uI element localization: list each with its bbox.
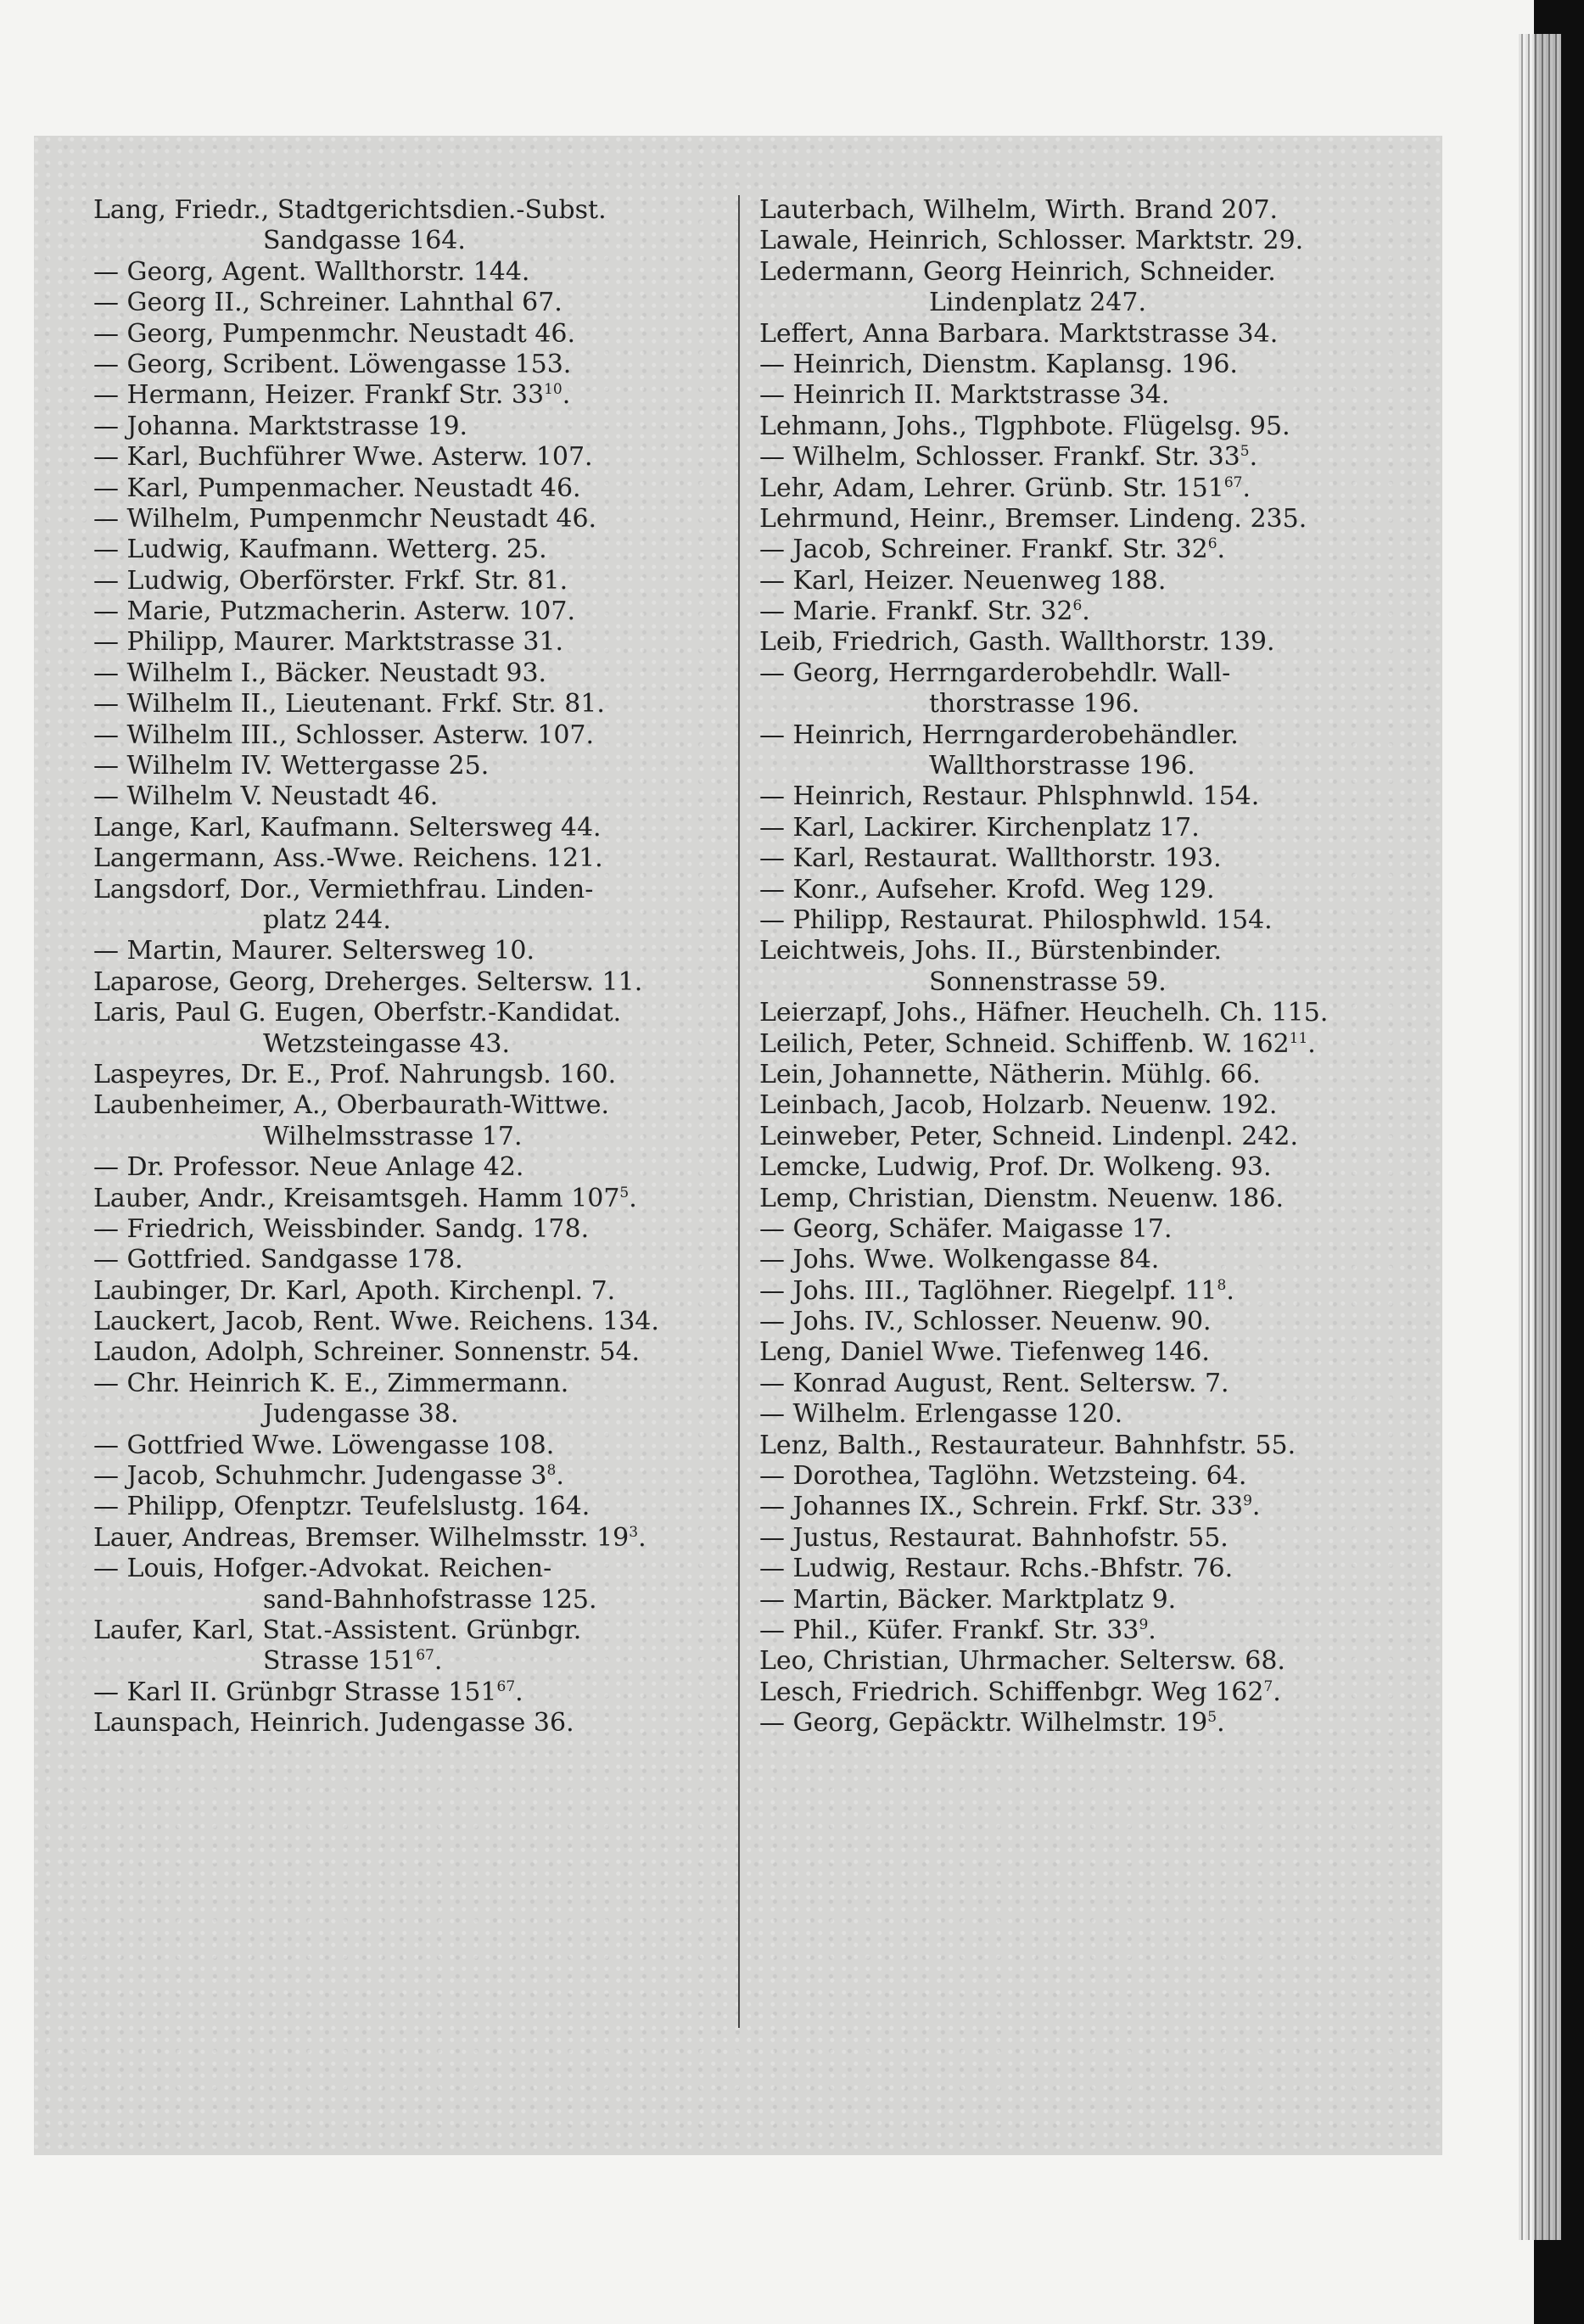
directory-entry-line bbox=[93, 226, 738, 256]
entry-text: — Phil., Küfer. Frankf. Str. 33 bbox=[759, 1615, 1139, 1645]
entry-text: Lauer, Andreas, Bremser. Wilhelmsstr. 19 bbox=[93, 1522, 630, 1553]
entry-text: — Heinrich, Herrngarderobehändler. bbox=[759, 720, 1239, 750]
entry-text: — Georg, Pumpenmchr. Neustadt 46. bbox=[93, 318, 576, 349]
entry-text: Lehmann, Johs., Tlgphbote. Flügelsg. 95. bbox=[759, 411, 1290, 441]
directory-entry-line bbox=[93, 1307, 738, 1337]
entry-text: — Wilhelm, Schlosser. Frankf. Str. 33 bbox=[759, 442, 1240, 473]
directory-entry-line bbox=[759, 1214, 1404, 1245]
entry-text: Lemcke, Ludwig, Prof. Dr. Wolkeng. 93. bbox=[759, 1152, 1272, 1183]
directory-entry-line bbox=[93, 1369, 738, 1399]
directory-entry-line bbox=[93, 689, 738, 720]
directory-entry-line bbox=[93, 1245, 738, 1275]
directory-entry-line bbox=[759, 350, 1404, 380]
entry-suffix: . bbox=[1242, 473, 1251, 503]
entry-suffix: . bbox=[1082, 596, 1090, 627]
directory-entry-line bbox=[93, 751, 738, 781]
entry-text: Ledermann, Georg Heinrich, Schneider. bbox=[759, 256, 1276, 287]
directory-entry-line bbox=[759, 689, 1404, 720]
directory-entry-line bbox=[759, 843, 1404, 874]
left-column bbox=[93, 195, 738, 1739]
directory-entry-line bbox=[759, 1122, 1404, 1152]
entry-text: Strasse 151 bbox=[263, 1646, 417, 1677]
entry-text: Langsdorf, Dor., Vermiethfrau. Linden- bbox=[93, 874, 594, 904]
directory-entry-line bbox=[93, 442, 738, 473]
entry-text: Leilich, Peter, Schneid. Schiffenb. W. 162 bbox=[759, 1028, 1290, 1059]
entry-text: — Johs. IV., Schlosser. Neuenw. 90. bbox=[759, 1307, 1212, 1337]
directory-entry-line bbox=[759, 319, 1404, 350]
entry-text: Laudon, Adolph, Schreiner. Sonnenstr. 54. bbox=[93, 1337, 641, 1368]
entry-text: Lange, Karl, Kaufmann. Seltersweg 44. bbox=[93, 812, 602, 843]
entry-text: — Konrad August, Rent. Seltersw. 7. bbox=[759, 1368, 1229, 1398]
entry-text: Leierzapf, Johs., Häfner. Heuchelh. Ch. 115. bbox=[759, 998, 1329, 1028]
entry-text: — Karl, Buchführer Wwe. Asterw. 107. bbox=[93, 442, 593, 473]
directory-entry-line bbox=[93, 257, 738, 288]
entry-text: Sandgasse 164. bbox=[263, 226, 466, 256]
directory-entry-line bbox=[93, 1708, 738, 1739]
directory-entry-line bbox=[759, 596, 1404, 627]
entry-suffix: . bbox=[629, 1183, 637, 1213]
directory-entry-line bbox=[93, 1492, 738, 1522]
entry-superscript: 5 bbox=[1207, 1709, 1217, 1727]
entry-text: — Johanna. Marktstrasse 19. bbox=[93, 411, 468, 441]
directory-entry-line bbox=[759, 720, 1404, 751]
directory-entry-line bbox=[759, 781, 1404, 812]
entry-superscript: 9 bbox=[1139, 1616, 1149, 1633]
directory-entry-line bbox=[93, 1090, 738, 1121]
entry-text: — Wilhelm III., Schlosser. Asterw. 107. bbox=[93, 720, 595, 750]
entry-text: Leinbach, Jacob, Holzarb. Neuenw. 192. bbox=[759, 1090, 1278, 1121]
entry-text: Langermann, Ass.-Wwe. Reichens. 121. bbox=[93, 843, 603, 874]
directory-entry-line bbox=[759, 905, 1404, 936]
directory-entry-line bbox=[759, 875, 1404, 905]
entry-text: Lauber, Andr., Kreisamtsgeh. Hamm 107 bbox=[93, 1183, 620, 1213]
print-area bbox=[34, 136, 1442, 2155]
entry-text: Lang, Friedr., Stadtgerichtsdien.-Subst. bbox=[93, 195, 607, 225]
entry-text: sand-Bahnhofstrasse 125. bbox=[263, 1584, 597, 1615]
directory-entry-line bbox=[93, 504, 738, 535]
directory-entry-line bbox=[759, 257, 1404, 288]
entry-text: — Heinrich, Restaur. Phlsphnwld. 154. bbox=[759, 781, 1260, 812]
entry-text: — Georg, Agent. Wallthorstr. 144. bbox=[93, 256, 530, 287]
directory-entry-line bbox=[93, 658, 738, 689]
entry-text: — Karl, Pumpenmacher. Neustadt 46. bbox=[93, 473, 581, 503]
entry-text: — Ludwig, Kaufmann. Wetterg. 25. bbox=[93, 535, 547, 565]
entry-superscript: 7 bbox=[1263, 1677, 1273, 1695]
directory-entry-line bbox=[93, 380, 738, 411]
entry-text: — Johs. III., Taglöhner. Riegelpf. 11 bbox=[759, 1275, 1217, 1306]
entry-superscript: 9 bbox=[1243, 1492, 1252, 1510]
entry-text: Launspach, Heinrich. Judengasse 36. bbox=[93, 1708, 574, 1739]
directory-entry-line bbox=[759, 1616, 1404, 1646]
directory-entry-line bbox=[93, 1646, 738, 1677]
entry-text: — Wilhelm. Erlengasse 120. bbox=[759, 1399, 1123, 1430]
directory-entry-line bbox=[93, 412, 738, 442]
directory-entry-line bbox=[93, 905, 738, 936]
directory-entry-line bbox=[759, 751, 1404, 781]
entry-text: Laubenheimer, A., Oberbaurath-Wittwe. bbox=[93, 1090, 610, 1121]
directory-entry-line bbox=[759, 504, 1404, 535]
entry-text: — Wilhelm V. Neustadt 46. bbox=[93, 781, 439, 812]
directory-entry-line bbox=[93, 1585, 738, 1616]
entry-text: — Johs. Wwe. Wolkengasse 84. bbox=[759, 1245, 1160, 1275]
directory-entry-line bbox=[93, 998, 738, 1028]
entry-text: — Wilhelm II., Lieutenant. Frkf. Str. 81. bbox=[93, 689, 605, 720]
entry-text: — Dorothea, Taglöhn. Wetzsteing. 64. bbox=[759, 1461, 1247, 1492]
directory-entry-line bbox=[759, 967, 1404, 998]
entry-text: Leinweber, Peter, Schneid. Lindenpl. 242. bbox=[759, 1121, 1299, 1151]
entry-suffix: . bbox=[1249, 442, 1258, 473]
directory-entry-line bbox=[759, 1369, 1404, 1399]
entry-text: — Georg, Herrngarderobehdlr. Wall- bbox=[759, 658, 1231, 688]
directory-entry-line bbox=[759, 1276, 1404, 1307]
directory-entry-line bbox=[93, 1677, 738, 1708]
directory-entry-line bbox=[759, 1585, 1404, 1616]
entry-text: — Georg II., Schreiner. Lahnthal 67. bbox=[93, 288, 563, 318]
entry-text: Lauterbach, Wilhelm, Wirth. Brand 207. bbox=[759, 195, 1279, 225]
entry-text: Lesch, Friedrich. Schiffenbgr. Weg 162 bbox=[759, 1677, 1264, 1707]
entry-text: Leichtweis, Johs. II., Bürstenbinder. bbox=[759, 936, 1223, 966]
entry-superscript: 5 bbox=[619, 1184, 630, 1201]
entry-text: Lenz, Balth., Restaurateur. Bahnhfstr. 55. bbox=[759, 1430, 1296, 1460]
right-column bbox=[759, 195, 1404, 1739]
directory-entry-line bbox=[93, 1276, 738, 1307]
entry-text: Laris, Paul G. Eugen, Oberfstr.-Kandidat. bbox=[93, 998, 622, 1028]
directory-entry-line bbox=[759, 380, 1404, 411]
entry-text: — Heinrich, Dienstm. Kaplansg. 196. bbox=[759, 349, 1238, 379]
entry-text: — Hermann, Heizer. Frankf Str. 33 bbox=[93, 380, 545, 411]
entry-text: Lein, Johannette, Nätherin. Mühlg. 66. bbox=[759, 1059, 1261, 1089]
entry-superscript: 8 bbox=[1217, 1276, 1227, 1294]
directory-entry-line bbox=[759, 1245, 1404, 1275]
entry-text: Lehr, Adam, Lehrer. Grünb. Str. 151 bbox=[759, 473, 1224, 503]
directory-entry-line bbox=[93, 1152, 738, 1183]
directory-entry-line bbox=[93, 535, 738, 565]
entry-text: — Karl II. Grünbgr Strasse 151 bbox=[93, 1677, 497, 1707]
entry-text: Laubinger, Dr. Karl, Apoth. Kirchenpl. 7. bbox=[93, 1275, 616, 1306]
entry-suffix: . bbox=[1148, 1615, 1156, 1645]
entry-text: — Louis, Hofger.-Advokat. Reichen- bbox=[93, 1554, 552, 1584]
entry-text: Lehrmund, Heinr., Bremser. Lindeng. 235. bbox=[759, 503, 1307, 534]
directory-entry-line bbox=[93, 1554, 738, 1584]
entry-superscript: 6 bbox=[1207, 535, 1217, 553]
directory-entry-line bbox=[759, 1029, 1404, 1060]
entry-text: — Ludwig, Oberförster. Frkf. Str. 81. bbox=[93, 565, 568, 596]
column-divider bbox=[738, 195, 740, 2028]
entry-text: thorstrasse 196. bbox=[929, 689, 1140, 720]
directory-entry-line bbox=[759, 658, 1404, 689]
directory-entry-line bbox=[759, 1708, 1404, 1739]
entry-text: — Marie, Putzmacherin. Asterw. 107. bbox=[93, 596, 576, 627]
directory-entry-line bbox=[93, 967, 738, 998]
entry-superscript: 6 bbox=[1072, 597, 1083, 615]
directory-entry-line bbox=[93, 1029, 738, 1060]
entry-text: — Marie. Frankf. Str. 32 bbox=[759, 596, 1073, 627]
entry-text: Leo, Christian, Uhrmacher. Seltersw. 68. bbox=[759, 1646, 1285, 1677]
directory-entry-line bbox=[759, 1677, 1404, 1708]
entry-text: Leng, Daniel Wwe. Tiefenweg 146. bbox=[759, 1337, 1210, 1368]
entry-text: Leffert, Anna Barbara. Marktstrasse 34. bbox=[759, 318, 1279, 349]
entry-text: — Justus, Restaurat. Bahnhofstr. 55. bbox=[759, 1522, 1229, 1553]
entry-text: — Friedrich, Weissbinder. Sandg. 178. bbox=[93, 1213, 590, 1244]
entry-suffix: . bbox=[1217, 535, 1226, 565]
directory-entry-line bbox=[93, 1122, 738, 1152]
directory-entry-line bbox=[93, 1184, 738, 1214]
directory-entry-line bbox=[759, 566, 1404, 596]
entry-text: Laufer, Karl, Stat.-Assistent. Grünbgr. bbox=[93, 1615, 582, 1645]
entry-suffix: . bbox=[1307, 1028, 1316, 1059]
directory-entry-line bbox=[93, 1214, 738, 1245]
entry-text: — Karl, Lackirer. Kirchenplatz 17. bbox=[759, 812, 1200, 843]
entry-text: Lawale, Heinrich, Schlosser. Marktstr. 29. bbox=[759, 226, 1304, 256]
directory-entry-line bbox=[759, 195, 1404, 226]
directory-entry-line bbox=[759, 442, 1404, 473]
directory-entry-line bbox=[93, 936, 738, 966]
entry-text: — Johannes IX., Schrein. Frkf. Str. 33 bbox=[759, 1492, 1244, 1522]
entry-text: Judengasse 38. bbox=[263, 1399, 459, 1430]
directory-entry-line bbox=[759, 226, 1404, 256]
entry-text: Lemp, Christian, Dienstm. Neuenw. 186. bbox=[759, 1183, 1285, 1213]
directory-entry-line bbox=[759, 1399, 1404, 1430]
entry-text: — Gottfried Wwe. Löwengasse 108. bbox=[93, 1430, 555, 1460]
entry-text: — Heinrich II. Marktstrasse 34. bbox=[759, 380, 1170, 411]
entry-text: platz 244. bbox=[263, 904, 391, 935]
directory-entry-line bbox=[93, 1337, 738, 1368]
directory-entry-line bbox=[759, 1554, 1404, 1584]
entry-suffix: . bbox=[556, 1461, 564, 1492]
entry-text: — Martin, Maurer. Seltersweg 10. bbox=[93, 936, 535, 966]
entry-suffix: . bbox=[1251, 1492, 1261, 1522]
entry-text: — Wilhelm I., Bäcker. Neustadt 93. bbox=[93, 658, 547, 688]
directory-entry-line bbox=[93, 350, 738, 380]
entry-text: — Gottfried. Sandgasse 178. bbox=[93, 1245, 463, 1275]
entry-text: Wilhelmsstrasse 17. bbox=[263, 1121, 523, 1151]
directory-entry-line bbox=[759, 288, 1404, 318]
directory-entry-line bbox=[93, 1399, 738, 1430]
directory-entry-line bbox=[93, 1461, 738, 1492]
entry-text: Wallthorstrasse 196. bbox=[929, 751, 1195, 781]
entry-superscript: 3 bbox=[629, 1523, 639, 1541]
directory-entry-line bbox=[759, 1060, 1404, 1090]
entry-suffix: . bbox=[1217, 1708, 1225, 1739]
entry-text: — Konr., Aufseher. Krofd. Weg 129. bbox=[759, 874, 1215, 904]
directory-entry-line bbox=[759, 1492, 1404, 1522]
directory-entry-line bbox=[93, 195, 738, 226]
entry-text: Laparose, Georg, Dreherges. Seltersw. 11. bbox=[93, 966, 643, 997]
directory-entry-line bbox=[759, 1152, 1404, 1183]
directory-entry-line bbox=[759, 627, 1404, 658]
directory-entry-line bbox=[93, 720, 738, 751]
directory-entry-line bbox=[93, 1060, 738, 1090]
entry-text: — Philipp, Restaurat. Philosphwld. 154. bbox=[759, 904, 1273, 935]
entry-text: — Ludwig, Restaur. Rchs.-Bhfstr. 76. bbox=[759, 1554, 1234, 1584]
entry-superscript: 10 bbox=[544, 381, 563, 399]
directory-entry-line bbox=[759, 1523, 1404, 1554]
directory-entry-line bbox=[93, 843, 738, 874]
entry-superscript: 11 bbox=[1289, 1029, 1308, 1047]
directory-entry-line bbox=[759, 1307, 1404, 1337]
entry-suffix: . bbox=[515, 1677, 523, 1707]
entry-suffix: . bbox=[1226, 1275, 1234, 1306]
entry-superscript: 67 bbox=[416, 1647, 434, 1665]
entry-text: — Georg, Gepäcktr. Wilhelmstr. 19 bbox=[759, 1708, 1208, 1739]
directory-entry-line bbox=[759, 1461, 1404, 1492]
directory-entry-line bbox=[93, 813, 738, 843]
entry-superscript: 8 bbox=[546, 1462, 557, 1480]
directory-entry-line bbox=[759, 412, 1404, 442]
entry-superscript: 67 bbox=[496, 1677, 516, 1695]
directory-entry-line bbox=[93, 1431, 738, 1461]
entry-suffix: . bbox=[434, 1646, 443, 1677]
directory-entry-line bbox=[93, 1616, 738, 1646]
directory-entry-line bbox=[93, 627, 738, 658]
directory-entry-line bbox=[93, 875, 738, 905]
directory-entry-line bbox=[759, 998, 1404, 1028]
directory-entry-line bbox=[93, 1523, 738, 1554]
entry-text: Sonnenstrasse 59. bbox=[929, 966, 1167, 997]
entry-superscript: 5 bbox=[1240, 443, 1250, 461]
entry-text: — Chr. Heinrich K. E., Zimmermann. bbox=[93, 1368, 569, 1398]
entry-superscript: 67 bbox=[1223, 473, 1243, 491]
entry-text: Leib, Friedrich, Gasth. Wallthorstr. 139. bbox=[759, 627, 1275, 658]
entry-text: — Martin, Bäcker. Marktplatz 9. bbox=[759, 1584, 1177, 1615]
directory-entry-line bbox=[759, 535, 1404, 565]
directory-entry-line bbox=[759, 1337, 1404, 1368]
entry-text: — Jacob, Schuhmchr. Judengasse 3 bbox=[93, 1461, 547, 1492]
directory-entry-line bbox=[759, 1090, 1404, 1121]
entry-text: Lauckert, Jacob, Rent. Wwe. Reichens. 134. bbox=[93, 1307, 659, 1337]
directory-entry-line bbox=[93, 473, 738, 504]
entry-text: — Philipp, Ofenptzr. Teufelslustg. 164. bbox=[93, 1492, 591, 1522]
directory-entry-line bbox=[93, 566, 738, 596]
entry-text: — Karl, Restaurat. Wallthorstr. 193. bbox=[759, 843, 1222, 874]
entry-text: — Jacob, Schreiner. Frankf. Str. 32 bbox=[759, 535, 1208, 565]
page-edges bbox=[1519, 34, 1561, 2240]
entry-suffix: . bbox=[638, 1522, 646, 1553]
directory-entry-line bbox=[759, 1431, 1404, 1461]
entry-text: — Philipp, Maurer. Marktstrasse 31. bbox=[93, 627, 564, 658]
directory-entry-line bbox=[759, 1184, 1404, 1214]
entry-text: — Karl, Heizer. Neuenweg 188. bbox=[759, 565, 1167, 596]
entry-text: Lindenplatz 247. bbox=[929, 288, 1146, 318]
directory-entry-line bbox=[93, 288, 738, 318]
entry-text: — Georg, Schäfer. Maigasse 17. bbox=[759, 1213, 1173, 1244]
entry-text: Laspeyres, Dr. E., Prof. Nahrungsb. 160. bbox=[93, 1059, 617, 1089]
directory-entry-line bbox=[759, 936, 1404, 966]
entry-suffix: . bbox=[562, 380, 571, 411]
directory-entry-line bbox=[93, 781, 738, 812]
directory-entry-line bbox=[759, 1646, 1404, 1677]
entry-text: — Wilhelm, Pumpenmchr Neustadt 46. bbox=[93, 503, 597, 534]
entry-text: — Georg, Scribent. Löwengasse 153. bbox=[93, 349, 572, 379]
entry-text: — Wilhelm IV. Wettergasse 25. bbox=[93, 751, 490, 781]
entry-suffix: . bbox=[1273, 1677, 1281, 1707]
directory-entry-line bbox=[759, 813, 1404, 843]
entry-text: Wetzsteingasse 43. bbox=[263, 1028, 511, 1059]
entry-text: — Dr. Professor. Neue Anlage 42. bbox=[93, 1152, 524, 1183]
directory-entry-line bbox=[93, 596, 738, 627]
directory-entry-line bbox=[759, 473, 1404, 504]
directory-entry-line bbox=[93, 319, 738, 350]
